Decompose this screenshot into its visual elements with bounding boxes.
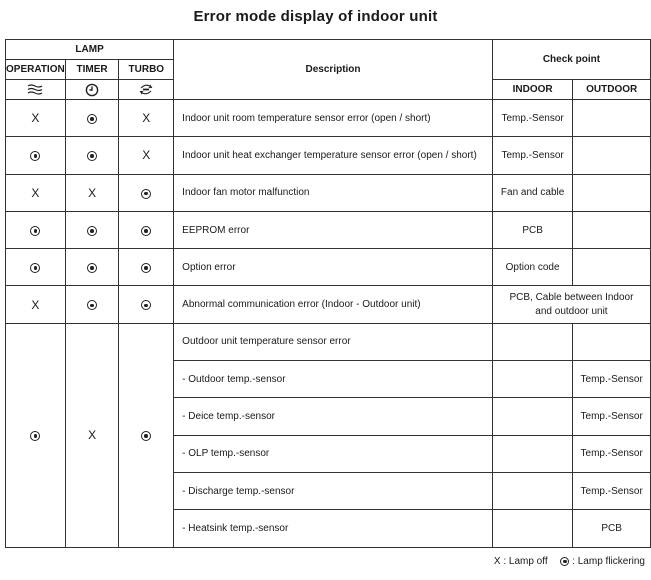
timer-lamp-cell [65, 174, 119, 211]
description-cell: - OLP temp.-sensor [174, 435, 493, 472]
indoor-check-cell: Temp.-Sensor [492, 100, 572, 137]
lamp-off-mark: X [142, 148, 151, 163]
table-row [6, 137, 651, 174]
lamp-off-mark: X [31, 185, 40, 200]
lamp-off-mark: X [31, 111, 40, 126]
table-row [6, 323, 651, 360]
indoor-check-cell [492, 361, 572, 398]
turbo-lamp-cell [119, 174, 174, 211]
lamp-off-mark: X [31, 297, 40, 312]
flicker-icon [141, 263, 151, 273]
indoor-check-cell: PCB [492, 211, 572, 248]
flicker-icon [87, 300, 97, 310]
outdoor-check-cell [573, 249, 651, 286]
description-cell: Abnormal communication error (Indoor - Outdoor unit) [174, 286, 493, 323]
operation-header: OPERATION [6, 60, 66, 80]
indoor-header: INDOOR [492, 80, 572, 100]
table-row [6, 100, 651, 137]
flicker-icon [141, 300, 151, 310]
description-cell: Indoor unit heat exchanger temperature sensor error (open / short) [174, 137, 493, 174]
lamp-off-mark: X [142, 111, 151, 126]
flicker-icon [30, 431, 40, 441]
turbo-lamp-cell [119, 211, 174, 248]
timer-lamp-cell [65, 100, 119, 137]
operation-lamp-cell [6, 249, 66, 286]
flicker-icon [560, 557, 569, 566]
flicker-icon [30, 226, 40, 236]
error-mode-table [5, 39, 651, 548]
operation-lamp-cell [6, 286, 66, 323]
lamp-off-mark: X [88, 185, 97, 200]
indoor-check-cell: Temp.-Sensor [492, 137, 572, 174]
check-point-header: Check point [492, 40, 650, 80]
flicker-icon [141, 431, 151, 441]
page-title: Error mode display of indoor unit [193, 8, 438, 25]
legend [484, 556, 645, 567]
operation-lamp-cell [6, 323, 66, 547]
timer-header: TIMER [65, 60, 119, 80]
description-cell: Outdoor unit temperature sensor error [174, 323, 493, 360]
timer-lamp-cell [65, 211, 119, 248]
description-cell: Option error [174, 249, 493, 286]
table-row [6, 286, 651, 323]
legend-flicker [560, 556, 645, 567]
flicker-icon [87, 263, 97, 273]
indoor-check-cell: Option code [492, 249, 572, 286]
indoor-check-cell: Fan and cable [492, 174, 572, 211]
outdoor-check-cell: Temp.-Sensor [573, 472, 651, 509]
timer-lamp-cell [65, 249, 119, 286]
check-point-cell: PCB, Cable between Indoor and outdoor unit [492, 286, 650, 323]
flicker-icon [30, 263, 40, 273]
outdoor-check-cell: Temp.-Sensor [573, 398, 651, 435]
description-cell: Indoor fan motor malfunction [174, 174, 493, 211]
lamp-header: LAMP [6, 40, 174, 60]
outdoor-check-cell [573, 100, 651, 137]
indoor-check-cell [492, 323, 572, 360]
flicker-icon [141, 189, 151, 199]
operation-waves-icon [6, 80, 66, 100]
timer-clock-icon [65, 80, 119, 100]
table-row [6, 174, 651, 211]
turbo-lamp-cell [119, 100, 174, 137]
outdoor-check-cell [573, 137, 651, 174]
flicker-icon [87, 114, 97, 124]
description-cell: - Heatsink temp.-sensor [174, 510, 493, 547]
timer-lamp-cell [65, 323, 119, 547]
outdoor-header: OUTDOOR [573, 80, 651, 100]
outdoor-check-cell: PCB [573, 510, 651, 547]
operation-lamp-cell [6, 174, 66, 211]
turbo-lamp-cell [119, 249, 174, 286]
indoor-check-cell [492, 472, 572, 509]
turbo-lamp-cell [119, 137, 174, 174]
flicker-icon [30, 151, 40, 161]
description-cell: Indoor unit room temperature sensor error (open / short) [174, 100, 493, 137]
table-row [6, 249, 651, 286]
operation-lamp-cell [6, 211, 66, 248]
table-row [6, 211, 651, 248]
legend-flicker-label: : Lamp flickering [572, 556, 645, 567]
outdoor-check-cell [573, 174, 651, 211]
description-cell: - Discharge temp.-sensor [174, 472, 493, 509]
description-cell: EEPROM error [174, 211, 493, 248]
description-cell: - Deice temp.-sensor [174, 398, 493, 435]
turbo-fan-icon [119, 80, 174, 100]
timer-lamp-cell [65, 137, 119, 174]
outdoor-check-cell: Temp.-Sensor [573, 435, 651, 472]
outdoor-check-cell [573, 323, 651, 360]
flicker-icon [87, 226, 97, 236]
operation-lamp-cell [6, 100, 66, 137]
turbo-lamp-cell [119, 286, 174, 323]
description-cell: - Outdoor temp.-sensor [174, 361, 493, 398]
outdoor-check-cell: Temp.-Sensor [573, 361, 651, 398]
indoor-check-cell [492, 398, 572, 435]
timer-lamp-cell [65, 286, 119, 323]
flicker-icon [141, 226, 151, 236]
lamp-off-mark: X [88, 428, 97, 443]
outdoor-check-cell [573, 211, 651, 248]
description-header: Description [174, 40, 493, 100]
turbo-header: TURBO [119, 60, 174, 80]
flicker-icon [87, 151, 97, 161]
operation-lamp-cell [6, 137, 66, 174]
indoor-check-cell [492, 435, 572, 472]
legend-off: X : Lamp off [493, 556, 548, 567]
turbo-lamp-cell [119, 323, 174, 547]
indoor-check-cell [492, 510, 572, 547]
